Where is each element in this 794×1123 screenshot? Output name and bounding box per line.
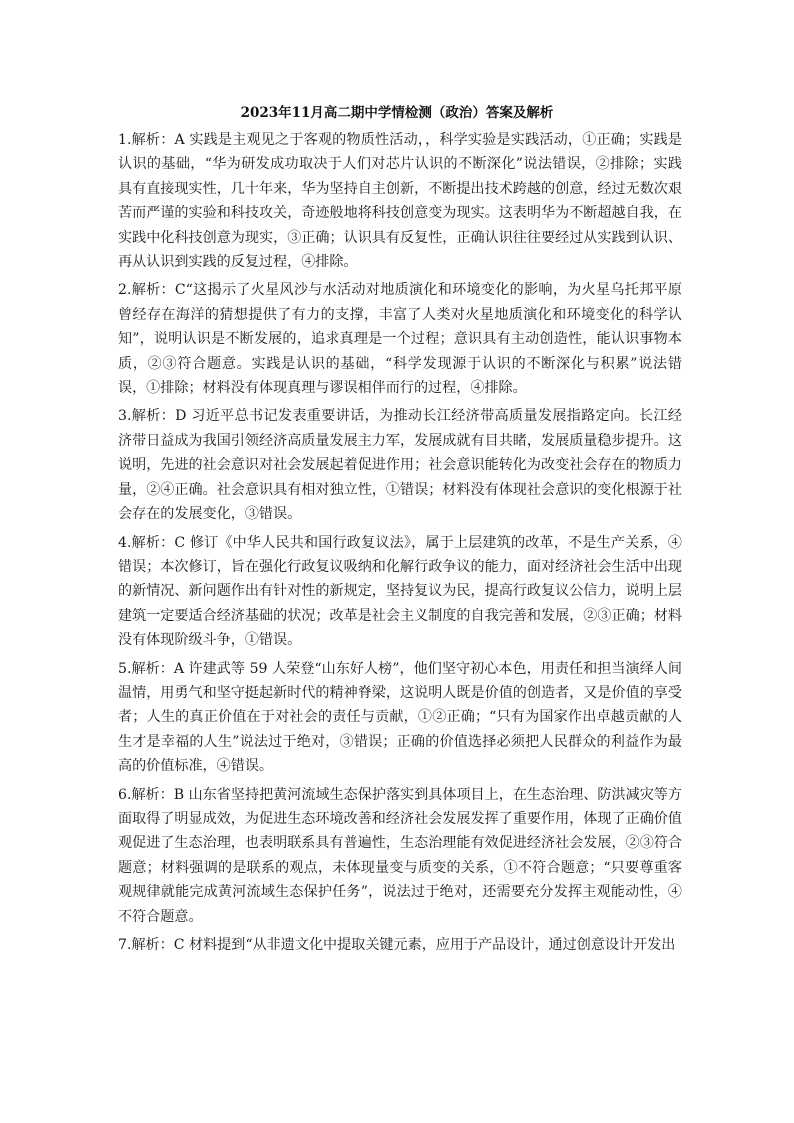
document-title: 2023年11月高二期中学情检测（政治）答案及解析: [240, 105, 554, 121]
answer-list: [118, 128, 682, 961]
answer-item-7: 7.解析：C 材料提到“从非遗文化中提取关键元素，应用于产品设计，通过创意设计开发出: [118, 937, 676, 953]
answer-item-4: 4.解析：C 修订《中华人民共和国行政复议法》，属于上层建筑的改革，不是生产关系，④错误；本次修订，旨在强化行政复议吸纳和化解行政争议的能力，面对经济社会生活中出现的新情况、新问题作出有针对性的新规定，坚持复议为民，提高行政复议公信力，说明上层建筑一定要适合经济基础的状况；改革是社会主义制度的自我完善和发展，②③正确；材料没有体现阶级斗争，①错误。: [118, 534, 682, 649]
answer-item-1: 1.解析：A 实践是主观见之于客观的物质性活动，，科学实验是实践活动，①正确；实践是认识的基础，“华为研发成功取决于人们对芯片认识的不断深化”说法错误，②排除；实践具有直接现实性，几十年来，华为坚持自主创新，不断提出技术跨越的创意，经过无数次艰苦而严谨的实验和科技攻关，奇迹般地将科技创意变为现实。这表明华为不断超越自我，在实践中化科技创意为现实，③正确；认识具有反复性，正确认识往往要经过从实践到认识、再从认识到实践的反复过程，④排除。: [118, 132, 682, 271]
answer-item-3: 3.解析：D 习近平总书记发表重要讲话，为推动长江经济带高质量发展指路定向。长江经济带日益成为我国引领经济高质量发展主力军，发展成就有目共睹，发展质量稳步提升。这说明，先进的社会意识对社会发展起着促进作用；社会意识能转化为改变社会存在的物质力量，②④正确。社会意识具有相对独立性，①错误；材料没有体现社会意识的变化根源于社会存在的发展变化，③错误。: [118, 408, 682, 523]
answer-item-5: 5.解析：A 许建武等 59 人荣登“山东好人榜”，他们坚守初心本色，用责任和担当演绎人间温情，用勇气和坚守挺起新时代的精神脊梁，这说明人既是价值的创造者，又是价值的享受者；人生的真正价值在于对社会的责任与贡献，①②正确；“只有为国家作出卓越贡献的人生才是幸福的人生”说法过于绝对，③错误；正确的价值选择必须把人民群众的利益作为最高的价值标准，④错误。: [118, 660, 682, 775]
answer-item-6: 6.解析：B 山东省坚持把黄河流域生态保护落实到具体项目上，在生态治理、防洪减灾等方面取得了明显成效，为促进生态环境改善和经济社会发展发挥了重要作用，体现了正确价值观促进了生态治理，也表明联系具有普遍性，生态治理能有效促进经济社会发展，②③符合题意；材料强调的是联系的观点，未体现量变与质变的关系，①不符合题意；“只要尊重客观规律就能完成黄河流域生态保护任务”，说法过于绝对，还需要充分发挥主观能动性，④不符合题意。: [118, 786, 682, 925]
answer-item-2: 2.解析：C“这揭示了火星风沙与水活动对地质演化和环境变化的影响，为火星乌托邦平原曾经存在海洋的猜想提供了有力的支撑，丰富了人类对火星地质演化和环境变化的科学认知”，说明认识是不断发展的，追求真理是一个过程；意识具有主动创造性，能认识事物本质，②③符合题意。实践是认识的基础，“科学发现源于认识的不断深化与积累”说法错误，①排除；材料没有体现真理与谬误相伴而行的过程，④排除。: [118, 282, 682, 397]
